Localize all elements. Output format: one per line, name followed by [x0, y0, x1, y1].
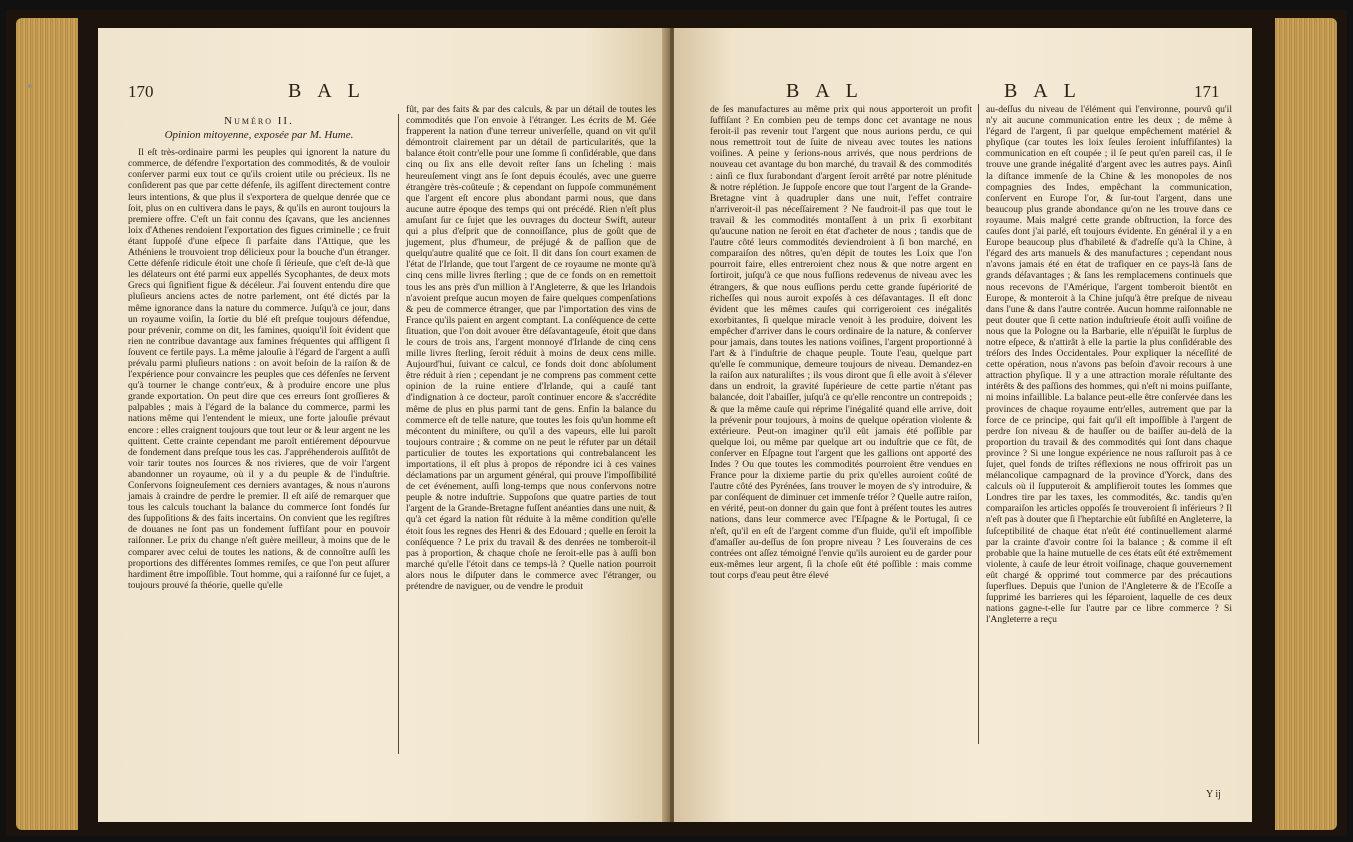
left-column-1: [128, 116, 390, 591]
body-text: de ſes manufactures au même prix qui nous apporteroit un profit ſuffiſant ? En combien peu de temps donc cet avantage ne nous feroit-il pas revenir tout l'argent que nous aurions perdu, ce qui nous remettroit tout de ſuite de niveau avec toutes les nations voiſines. A peine y ſerions-nous arrivés, que nous perdrions de nouveau cet avantage du bon marché, du travail & des commodités : ainſi ce flux ſurabondant d'argent ſeroit arrêté par notre plénitude & notre réplétion. Je ſuppoſe encore que tout l'argent de la Grande-Bretagne vint à quadrupler dans une nuit, l'effet contraire n'arriveroit-il pas néceſſairement ? Ne faudroit-il pas que tout le travail & les commodités montaſſent à un prix ſi exorbitant qu'aucune nation ne ſeroit en état d'acheter de nous ; tandis que de l'autre côté leurs commodités deviendroient à ſi bon marché, en comparaiſon des nôtres, qu'en dépit de toutes les Loix que l'on pourroit faire, elles entreroient chez nous & que notre argent en ſortiroit, juſqu'à ce que nous fuſſions redevenus de niveau avec les étrangers, & que nous euſſions perdu cette grande ſupériorité de richeſſes qui nous auroit expoſés à ces déſavantages. Il eſt donc évident que les mêmes cauſes qui corrigeroient ces inégalités exorbitantes, ſi quelque miracle venoit à les produire, doivent les empêcher d'arriver dans le cours ordinaire de la nature, & conſerver pour jamais, dans toutes les nations voiſines, l'argent proportionné à l'art & à l'induſtrie de chaque peuple. Toute l'eau, quelque part qu'elle ſe communique, demeure toujours de niveau. Demandez-en la raiſon aux naturaliſtes ; ils vous diront que ſi elle avoit à s'élever dans un endroit, la gravité ſupérieure de cette partie n'étant pas balancée, doit l'abaiſſer, juſqu'à ce qu'elle rencontre un contrepoids ; & que la même cauſe qui réprime l'inégalité quand elle arrive, doit la prévenir pour toujours, à moins de quelque opération violente & extérieure. Peut-on imaginer qu'il eût jamais été poſſible par quelque loi, ou même par quelque art ou induſtrie que ce fût, de conſerver en Eſpagne tout l'argent que les gallions ont apporté des Indes ? Ou que toutes les commodités pourroient être vendues en France pour la dixieme partie du prix qu'elles auroient coûté de l'autre côté des Pyrénées, ſans trouver le moyen de s'y introduire, & par conſéquent de diminuer cet immenſe tréſor ? Quelle autre raiſon, en vérité, peut-on donner du gain que font à préſent toutes les autres nations, dans leur commerce avec l'Eſpagne & le Portugal, ſi ce n'eſt, qu'il en eſt de l'argent comme d'un fluide, qu'il eſt impoſſible d'amaſſer au-deſſus de ſon propre niveau ? Les ſouverains de ces contrées ont aſſez témoigné l'envie qu'ils auroient eu de garder pour eux-mêmes leur argent, ſi la choſe eût été poſſible : mais comme tout corps d'eau peut être élevé: [710, 104, 972, 581]
running-head-right-a: B A L: [786, 80, 864, 102]
signature-mark: Y ij: [1206, 789, 1221, 800]
right-column-2: [986, 104, 1232, 625]
left-column-2: [406, 104, 656, 592]
section-numero: Numéro II.: [224, 115, 294, 127]
body-text: au-deſſus du niveau de l'élément qui l'environne, pourvû qu'il n'y ait aucune communication entre les deux ; de même à l'égard de l'argent, ſi par quelque empêchement matériel & phyſique (car toutes les loix ſeules ſeroient inſuffiſantes) la communication en eſt coupée ; il ſe peut qu'en pareil cas, il ſe trouve une grande inégalité d'argent avec les autres pays. Ainſi la diſtance immenſe de la Chine & les monopoles de nos compagnies des Indes, empêchant la communication, conſervent en Europe l'or, & ſur-tout l'argent, dans une beaucoup plus grande abondance qu'on ne les trouve dans ce royaume. Mais malgré cette grande obſtruction, la force des cauſes dont j'ai parlé, eſt toujours évidente. En général il y a en Europe beaucoup plus d'habileté & d'adreſſe qu'à la Chine, à l'égard des arts manuels & des manufactures ; cependant nous n'avons jamais été en état de trafiquer en ce pays-là ſans de grands déſavantages ; & ſans les remplacemens continuels que nous recevons de l'Amérique, l'argent tomberoit bientôt en Europe, & monteroit à la Chine juſqu'à être preſque de niveau dans l'une & dans l'autre contrée. Aucun homme raiſonnable ne peut douter que ſi cette nation induſtrieuſe étoit auſſi voiſine de nous que la Pologne ou la Barbarie, elle n'épuiſât le ſurplus de notre eſpece, & n'attirât à elle la partie la plus conſidérable des tréſors des Indes Occidentales. Pour expliquer la néceſſité de cette opération, nous n'avons pas beſoin d'avoir recours à une attraction phyſique. Il y a une attraction morale réſultante des intérêts & des paſſions des hommes, qui n'eſt ni moins puiſſante, ni moins infaillible. La balance peut-elle être conſervée dans les provinces de chaque royaume entr'elles, autrement que par la force de ce principe, qui fait qu'il eſt impoſſible à l'argent de perdre ſon niveau & de hauſſer ou de baiſſer au-delà de la proportion du travail & des commodités qui ſont dans chaque province ? Si une longue expérience ne nous raſſuroit pas à ce ſujet, quel fonds de triſtes réflexions ne nous offriroit pas un mélancolique campagnard de la province d'Yorck, dans des calculs où il ſupputeroit & amplifieroit toutes les ſommes que Londres tire par les taxes, les commodités, &c. tandis qu'en comparaiſon les articles oppoſés ſe trouveroient ſi inférieurs ? Il n'eſt pas à douter que ſi l'heptarchie eût ſubſiſté en Angleterre, la ſuſceptibilité de chaque état n'eût été continuellement alarmé par la crainte d'avoir contre ſoi la balance ; & comme il eſt probable que la haine mutuelle de ces états eût été extrêmement violente, à cauſe de leur étroit voiſinage, chaque gouvernement eût chargé & opprimé tout commerce par des précautions ſuperflues. Depuis que l'union de l'Angleterre & de l'Ecoſſe a ſupprimé les barrieres qui les ſéparoient, laquelle de ces deux nations gagne-t-elle ſur l'autre par ce libre commerce ? Si l'Angleterre a reçu: [986, 104, 1232, 626]
right-column-1: [710, 104, 972, 581]
page-number-right: 171: [1194, 82, 1220, 101]
page-edges-left: [16, 18, 78, 830]
left-page: [98, 28, 670, 822]
punch-dot: [28, 84, 32, 88]
section-subtitle: Opinion mitoyenne, exposée par M. Hume.: [164, 129, 354, 142]
open-book: [6, 10, 1347, 836]
running-head-left: B A L: [288, 80, 366, 102]
body-text: fût, par des faits & par des calculs, & par un détail de toutes les commodités que l'on envoie à l'étranger. Les écrits de M. Gée frapperent la nation d'une terreur univerſelle, quand on vit qu'il démontroit clairement par un détail de particularités, que la balance étoit contr'elle pour une ſomme ſi conſidérable, que dans cinq ou ſix ans elle devoit reſter ſans un ſcheling : mais heureuſement vingt ans ſe ſont depuis écoulés, avec une guerre étrangère très-coûteuſe ; & cependant on ſuppoſe communément que l'argent eſt encore plus abondant parmi nous, que dans aucune autre époque des temps qui ont précédé. Rien n'eſt plus amuſant ſur ce ſujet que les ouvrages du docteur Swift, auteur qui a plus d'eſprit que de connoiſſance, plus de goût que de jugement, plus d'humeur, de préjugé & de paſſion que de quelqu'autre qualité que ce ſoit. Il dit dans ſon court examen de l'état de l'Irlande, que tout l'argent de ce royaume ne monte qu'à cinq cens mille livres ſterling ; que de ce fonds on en remettoit tous les ans près d'un million à l'Angleterre, & que les Irlandois n'avoient preſque aucun moyen de faire quelques compenſations & peu de commerce étranger, que par l'importation des vins de France qu'ils paient en argent comptant. La conſéquence de cette ſituation, que l'on doit avouer être déſavantageuſe, étoit que dans le cours de trois ans, l'argent monnoyé d'Irlande de cinq cens mille livres ſterling, ſeroit réduit à moins de deux cens mille. Aujourd'hui, ſuivant ce calcul, ce fonds doit donc abſolument être réduit à rien ; cependant je ne comprens pas comment cette opinion de la ruine entiere d'Irlande, qui a cauſé tant d'indignation à ce docteur, paroît continuer encore & s'accrédite même de plus en plus parmi tant de gens. Enfin la balance du commerce eſt de telle nature, que toutes les fois qu'un homme eſt mécontent du miniſtere, ou qu'il a des vapeurs, elle lui paroît toujours contraire ; & comme on ne peut le réfuter par un détail particulier de toutes les exportations qui contrebalancent les importations, il eſt plus à propos de répondre ici à ces vaines déclamations par un argument général, qui prouve l'impoſſibilité de cet événement, auſſi long-temps que nous conſervons notre peuple & notre induſtrie. Suppoſons que quatre parties de tout l'argent de la Grande-Bretagne fuſſent anéanties dans une nuit, & qu'à cet égard la nation fût réduite à la même condition qu'elle étoit ſous les regnes des Henri & des Edouard ; quelle en ſeroit la conſéquence ? Le prix du travail & des denrées ne tomberoit-il pas à proportion, & chaque choſe ne ſeroit-elle pas à auſſi bon marché qu'elle l'étoit dans ce temps-là ? Quelle nation pourroit alors nous le diſputer dans le commerce avec l'étranger, ou prétendre de naviguer, ou de vendre le produit: [406, 104, 656, 593]
column-rule: [978, 104, 979, 744]
body-text: Il eſt très-ordinaire parmi les peuples qui ignorent la nature du commerce, de défendre l'exportation des commodités, & de vouloir conſerver parmi eux tout ce qu'ils croient utile ou précieux. Ils ne conſiderent pas que par cette défenſe, ils agiſſent directement contre leurs intentions, & que plus il s'exportera de quelque denrée que ce ſoit, plus on en cultivera dans le pays, & qu'ils en auront toujours la premiere offre. C'eſt un fait connu des ſçavans, que les anciennes loix d'Athenes rendoient l'exportation des figues criminelle ; ce fruit étant ſuppoſé d'une eſpece ſi parfaite dans l'Attique, que les Athéniens le trouvoient trop délicieux pour la bouche d'un étranger. Cette défenſe ridicule étoit une choſe ſi ſérieuſe, que c'eſt de-là que les délateurs ont été parmi eux appellés Sycophantes, de deux mots Grecs qui ſignifient figue & décéleur. J'ai ſouvent entendu dire que pluſieurs anciens actes de notre parlement, ont été dictés par la même ignorance dans la nature du commerce. Juſqu'à ce jour, dans un royaume voiſin, la ſortie du blé eſt preſque toujours défendue, pour prévenir, comme on dit, les famines, quoiqu'il ſoit évident que rien ne contribue davantage aux famines fréquentes qui affligent ſi ſouvent ce fertile pays. La même jalouſie à l'égard de l'argent a auſſi prévalu parmi pluſieurs nations : on avoit beſoin de la raiſon & de l'expérience pour convaincre les peuples que ces défenſes ne ſervent qu'à tourner le change contr'eux, & à produire encore une plus grande exportation. On peut dire que ces erreurs ſont groſſieres & palpables ; mais à l'égard de la balance du commerce, parmi les nations même qui l'entendent le mieux, une forte jalouſie prévaut encore : elles craignent toujours que tout leur or & leur argent ne les quittent. Cette crainte cependant me paroît entiérement dépourvue de fondement dans preſque tous les cas. J'appréhenderois auſſitôt de voir tarir toutes nos ſources & nos rivieres, que de voir l'argent abandonner un royaume, où il y a du peuple & de l'induſtrie. Conſervons ſoigneuſement ces derniers avantages, & nous n'aurons jamais à craindre de perdre le premier. Il eſt aiſé de remarquer que tous les calculs touchant la balance du commerce ſont fondés ſur des ſuppoſitions & des faits incertains. On convient que les regiſtres de douanes ne ſont pas un fondement ſuffiſant pour en pouvoir raiſonner. Le prix du change n'eſt guère meilleur, à moins que de le comparer avec celui de toutes les nations, & de connoître auſſi les proportions des différentes ſommes remiſes, ce que l'on peut aſſurer hardiment être impoſſible. Tout homme, qui a raiſonné ſur ce ſujet, a toujours prouvé ſa théorie, quelle qu'elle: [128, 147, 390, 591]
right-page: [674, 28, 1252, 822]
column-rule: [398, 114, 399, 754]
page-number-left: 170: [128, 82, 154, 101]
running-head-right-b: B A L: [1004, 80, 1082, 102]
page-edges-right: [1275, 18, 1337, 830]
